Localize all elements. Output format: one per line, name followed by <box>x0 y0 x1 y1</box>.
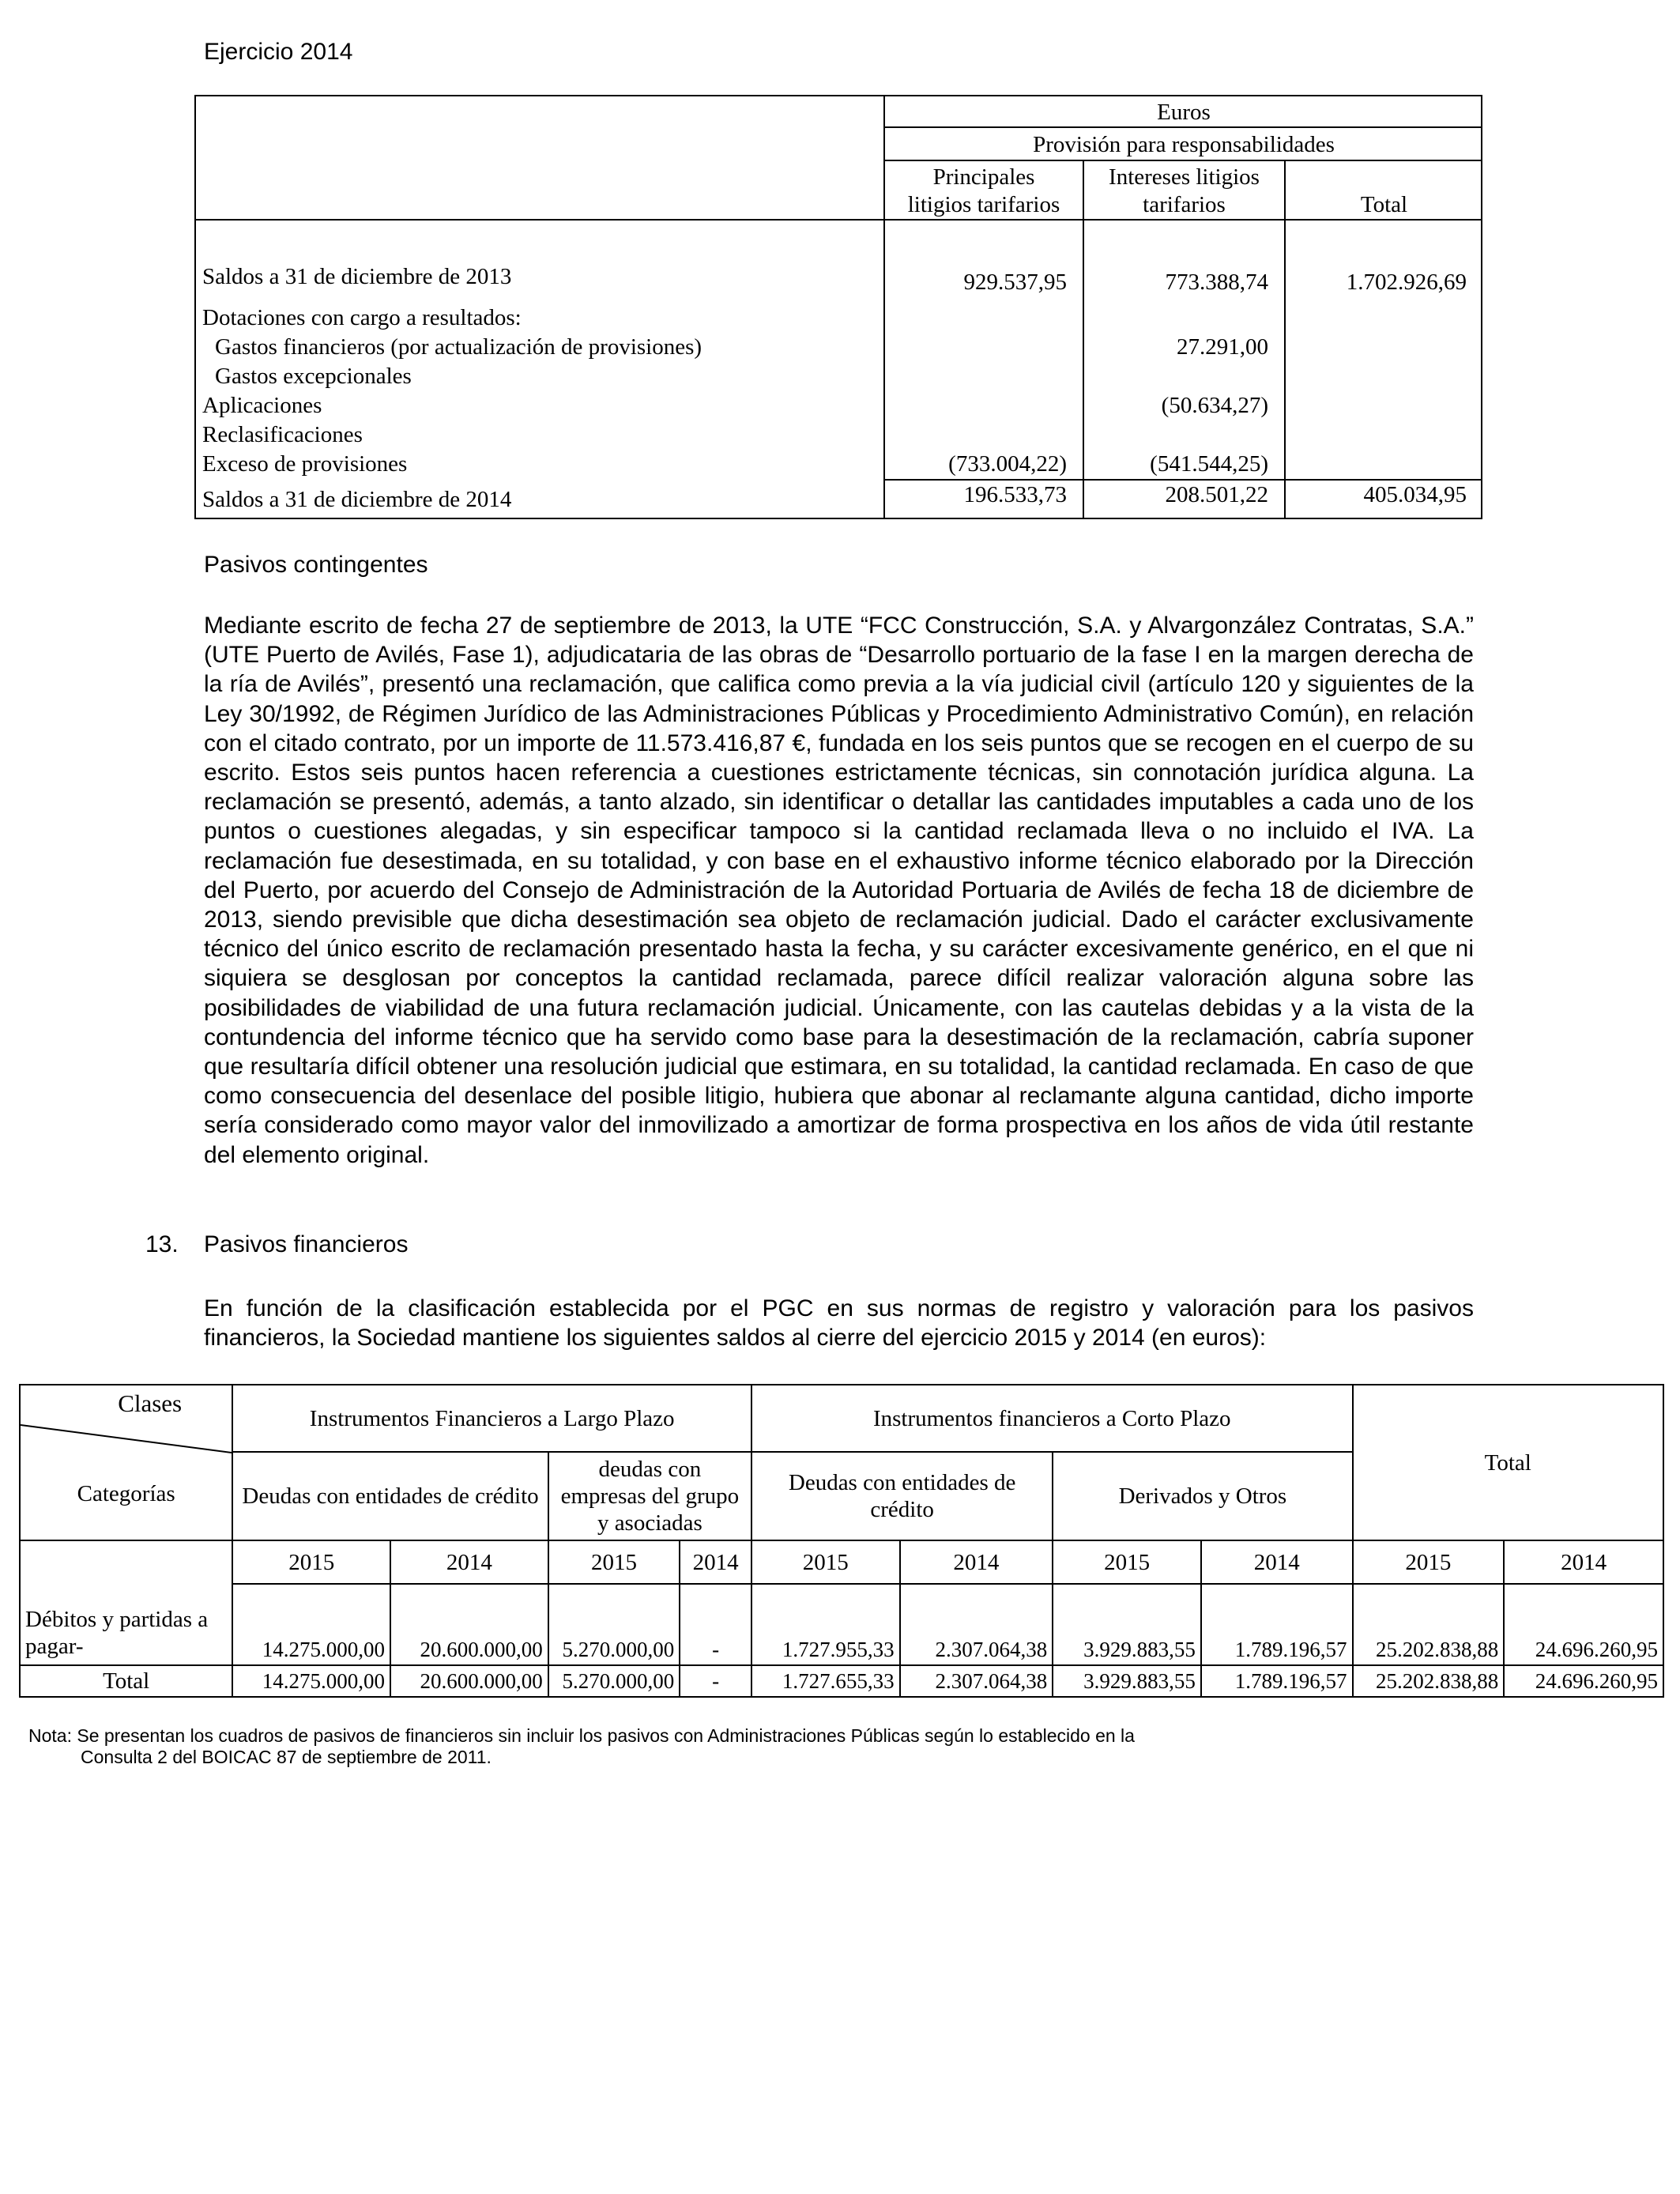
col1-header-line2: litigios tarifarios <box>907 192 1060 217</box>
note-line1: Nota: Se presentan los cuadros de pasivos de financieros sin incluir los pasivos con Administraciones Públicas según lo establecido en la <box>28 1725 1135 1746</box>
corto-plazo-header: Instrumentos financieros a Corto Plazo <box>751 1385 1353 1452</box>
contingent-heading: Pasivos contingentes <box>204 552 428 578</box>
exercise-title: Ejercicio 2014 <box>204 39 353 65</box>
row-label: Dotaciones con cargo a resultados: <box>202 305 522 330</box>
section-number: 13. <box>145 1231 179 1257</box>
row-label: Reclasificaciones <box>202 422 363 447</box>
row-label: Gastos financieros (por actualización de provisiones) <box>215 334 703 360</box>
table-cell: 5.270.000,00 <box>548 1665 680 1697</box>
table-cell: 25.202.838,88 <box>1353 1584 1505 1665</box>
col2-header-line2: tarifarios <box>1143 192 1226 217</box>
header-euros: Euros <box>1157 100 1211 125</box>
row-value: 196.533,73 <box>963 482 1067 507</box>
year-header: 2015 <box>751 1540 900 1584</box>
largo-plazo-header: Instrumentos Financieros a Largo Plazo <box>232 1385 751 1452</box>
table-cell: 25.202.838,88 <box>1353 1665 1505 1697</box>
section-paragraph: En función de la clasificación establecida por el PGC en sus normas de registro y valoración para los pasivos financieros, la Sociedad mantiene los siguientes saldos al cierre del ejercicio 2015 y 2014 (en euros): <box>204 1295 1474 1351</box>
row-value: 929.537,95 <box>963 270 1067 295</box>
deudas-grupo-header: deudas con empresas del grupo y asociadas <box>548 1452 751 1540</box>
year-header: 2014 <box>1201 1540 1353 1584</box>
row-value: (733.004,22) <box>948 451 1067 477</box>
row-value: (541.544,25) <box>1150 451 1268 477</box>
row-value: 405.034,95 <box>1363 482 1467 507</box>
row-label-total: Total <box>20 1665 232 1697</box>
row-label: Exceso de provisiones <box>202 451 408 477</box>
row-label-debitos: Débitos y partidas a pagar- <box>20 1584 232 1665</box>
col1-header-line1: Principales <box>932 164 1035 190</box>
row-label: Gastos excepcionales <box>215 364 412 389</box>
row-value: 1.702.926,69 <box>1346 270 1467 295</box>
deudas-credito-cp-header: Deudas con entidades de crédito <box>751 1452 1053 1540</box>
table-cell: 1.727.955,33 <box>751 1584 900 1665</box>
row-value: (50.634,27) <box>1161 393 1268 418</box>
table-cell: 14.275.000,00 <box>232 1665 390 1697</box>
note-line2: Consulta 2 del BOICAC 87 de septiembre de 2011. <box>81 1747 492 1767</box>
row-label: Aplicaciones <box>202 393 322 418</box>
table-cell: 24.696.260,95 <box>1504 1665 1663 1697</box>
table-cell: 5.270.000,00 <box>548 1584 680 1665</box>
col2-header-line1: Intereses litigios <box>1109 164 1260 190</box>
year-header: 2015 <box>1353 1540 1505 1584</box>
financial-liabilities-table <box>19 1384 1664 1698</box>
clases-label: Clases <box>118 1389 183 1417</box>
categorias-label: Categorías <box>77 1481 175 1506</box>
row-value: 208.501,22 <box>1165 482 1268 507</box>
table-cell: 20.600.000,00 <box>390 1584 548 1665</box>
provision-table <box>194 95 1482 519</box>
row-value: 27.291,00 <box>1177 334 1268 360</box>
year-header: 2015 <box>548 1540 680 1584</box>
table-cell: 3.929.883,55 <box>1053 1584 1201 1665</box>
year-header: 2014 <box>390 1540 548 1584</box>
table-cell: 24.696.260,95 <box>1504 1584 1663 1665</box>
col3-header: Total <box>1360 192 1408 217</box>
total-header: Total <box>1353 1385 1663 1540</box>
section-heading: Pasivos financieros <box>204 1231 409 1257</box>
table-cell: 2.307.064,38 <box>900 1665 1053 1697</box>
table-cell: - <box>680 1665 751 1697</box>
contingent-paragraph: Mediante escrito de fecha 27 de septiembre de 2013, la UTE “FCC Construcción, S.A. y Alvargonzález Contratas, S.A.” (UTE Puerto de Avilés, Fase 1), adjudicataria de las obras de “Desarrollo portuario de la fase I en la margen derecha de la ría de Avilés”, presentó una reclamación, que califica como previa a la vía judicial civil (artículo 120 y siguientes de la Ley 30/1992, de Régimen Jurídico de las Administraciones Públicas y Procedimiento Administrativo Común), en relación con el citado contrato, por un importe de 11.573.416,87 €, fundada en los seis puntos que se recogen en el cuerpo de su escrito. Estos seis puntos hacen referencia a cuestiones estrictamente técnicas, sin connotación jurídica alguna. La reclamación se presentó, además, a tanto alzado, sin identificar o detallar las cantidades imputables a cada uno de los puntos o cuestiones alegadas, y sin especificar tampoco si la cantidad reclamada lleva o no incluido el IVA. La reclamación fue desestimada, en su totalidad, y con base en el exhaustivo informe técnico elaborado por la Dirección del Puerto, por acuerdo del Consejo de Administración de la Autoridad Portuaria de Avilés de fecha 18 de diciembre de 2013, siendo previsible que dicha desestimación sea objeto de reclamación judicial. Dado el carácter exclusivamente técnico del único escrito de reclamación presentado hasta la fecha, y su carácter excesivamente genérico, en el que ni siquiera se desglosan por conceptos la cantidad reclamada, parece difícil realizar valoración alguna sobre las posibilidades de viabilidad de una futura reclamación judicial. Únicamente, con las cautelas debidas y a la vista de la contundencia del informe técnico que ha servido como base para la desestimación de la reclamación, cabría suponer que resultaría difícil obtener una resolución judicial que estimara, en su totalidad, la cantidad reclamada. En caso de que como consecuencia del desenlace del posible litigio, hubiera que abonar al reclamante alguna cantidad, dicho importe sería considerado como mayor valor del inmovilizado a amortizar de forma prospectiva en los años de vida útil restante del elemento original. <box>204 613 1474 1168</box>
derivados-header: Derivados y Otros <box>1053 1452 1352 1540</box>
year-header: 2014 <box>1504 1540 1663 1584</box>
row-label: Saldos a 31 de diciembre de 2013 <box>202 264 512 289</box>
table-cell: 2.307.064,38 <box>900 1584 1053 1665</box>
row-label: Saldos a 31 de diciembre de 2014 <box>202 487 512 512</box>
table-cell: 1.789.196,57 <box>1201 1584 1353 1665</box>
year-header: 2014 <box>680 1540 751 1584</box>
table-cell: 1.727.655,33 <box>751 1665 900 1697</box>
header-provision: Provisión para responsabilidades <box>1033 132 1335 157</box>
table-cell: 20.600.000,00 <box>390 1665 548 1697</box>
clases-categorias-cell <box>20 1385 232 1540</box>
table-cell: 1.789.196,57 <box>1201 1665 1353 1697</box>
empty-cell <box>20 1540 232 1584</box>
table-cell: 3.929.883,55 <box>1053 1665 1201 1697</box>
deudas-credito-lp-header: Deudas con entidades de crédito <box>232 1452 548 1540</box>
table-cell: 14.275.000,00 <box>232 1584 390 1665</box>
row-value: 773.388,74 <box>1165 270 1268 295</box>
year-header: 2015 <box>1053 1540 1201 1584</box>
year-header: 2015 <box>232 1540 390 1584</box>
table-cell: - <box>680 1584 751 1665</box>
year-header: 2014 <box>900 1540 1053 1584</box>
